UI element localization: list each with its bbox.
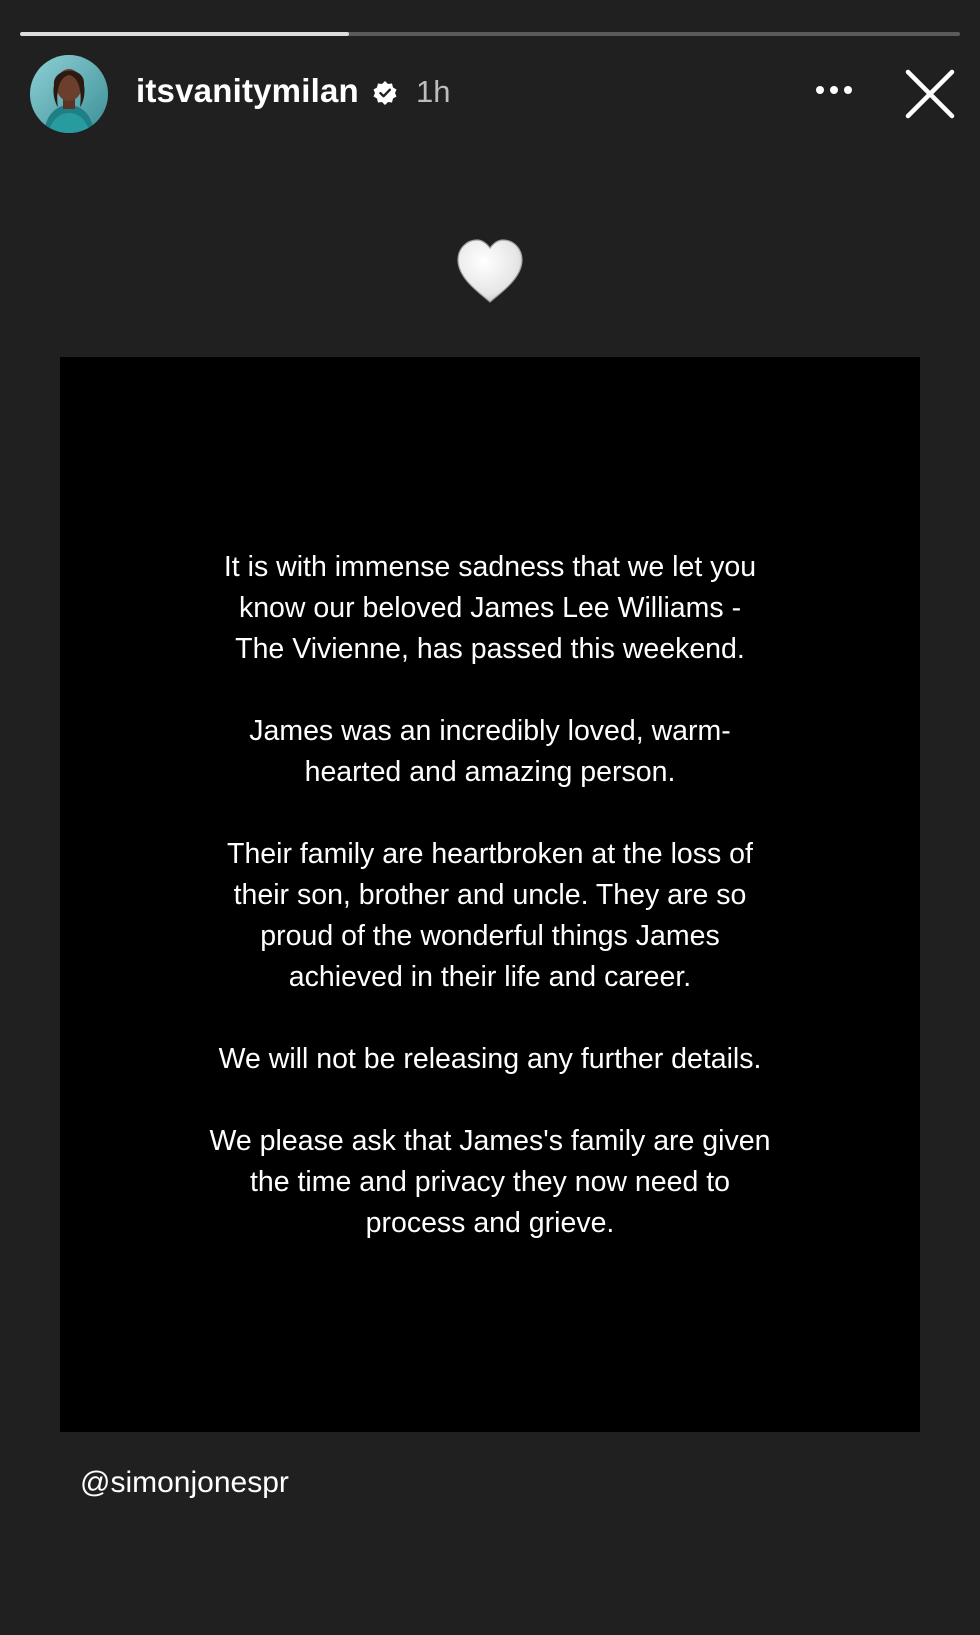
story-author-username[interactable]: itsvanitymilan [136, 72, 359, 109]
more-options-icon[interactable] [810, 75, 858, 105]
mention-tag[interactable]: @simonjonespr [80, 1466, 289, 1499]
statement-card [60, 357, 920, 1432]
story-progress-bar [20, 32, 960, 36]
story-header [0, 50, 980, 140]
statement-paragraph: James was an incredibly loved, warm- hearted and amazing person. [249, 715, 731, 788]
story-timestamp: 1h [416, 74, 451, 109]
white-heart-emoji [454, 236, 526, 308]
statement-paragraph: We please ask that James's family are given the time and privacy they now need to process and grieve. [209, 1125, 771, 1239]
avatar-image [30, 55, 108, 133]
close-icon[interactable] [904, 68, 956, 120]
verified-badge-icon [372, 80, 398, 106]
statement-paragraph: We will not be releasing any further details. [218, 1043, 762, 1075]
avatar[interactable] [30, 55, 108, 133]
statement-paragraph: Their family are heartbroken at the loss of their son, brother and uncle. They are so proud of the wonderful things James achieved in their life and career. [227, 838, 753, 993]
statement-paragraph: It is with immense sadness that we let you know our beloved James Lee Williams - The Vivienne, has passed this weekend. [223, 551, 757, 665]
story-progress-fill [20, 32, 349, 36]
statement-text [60, 547, 920, 1285]
